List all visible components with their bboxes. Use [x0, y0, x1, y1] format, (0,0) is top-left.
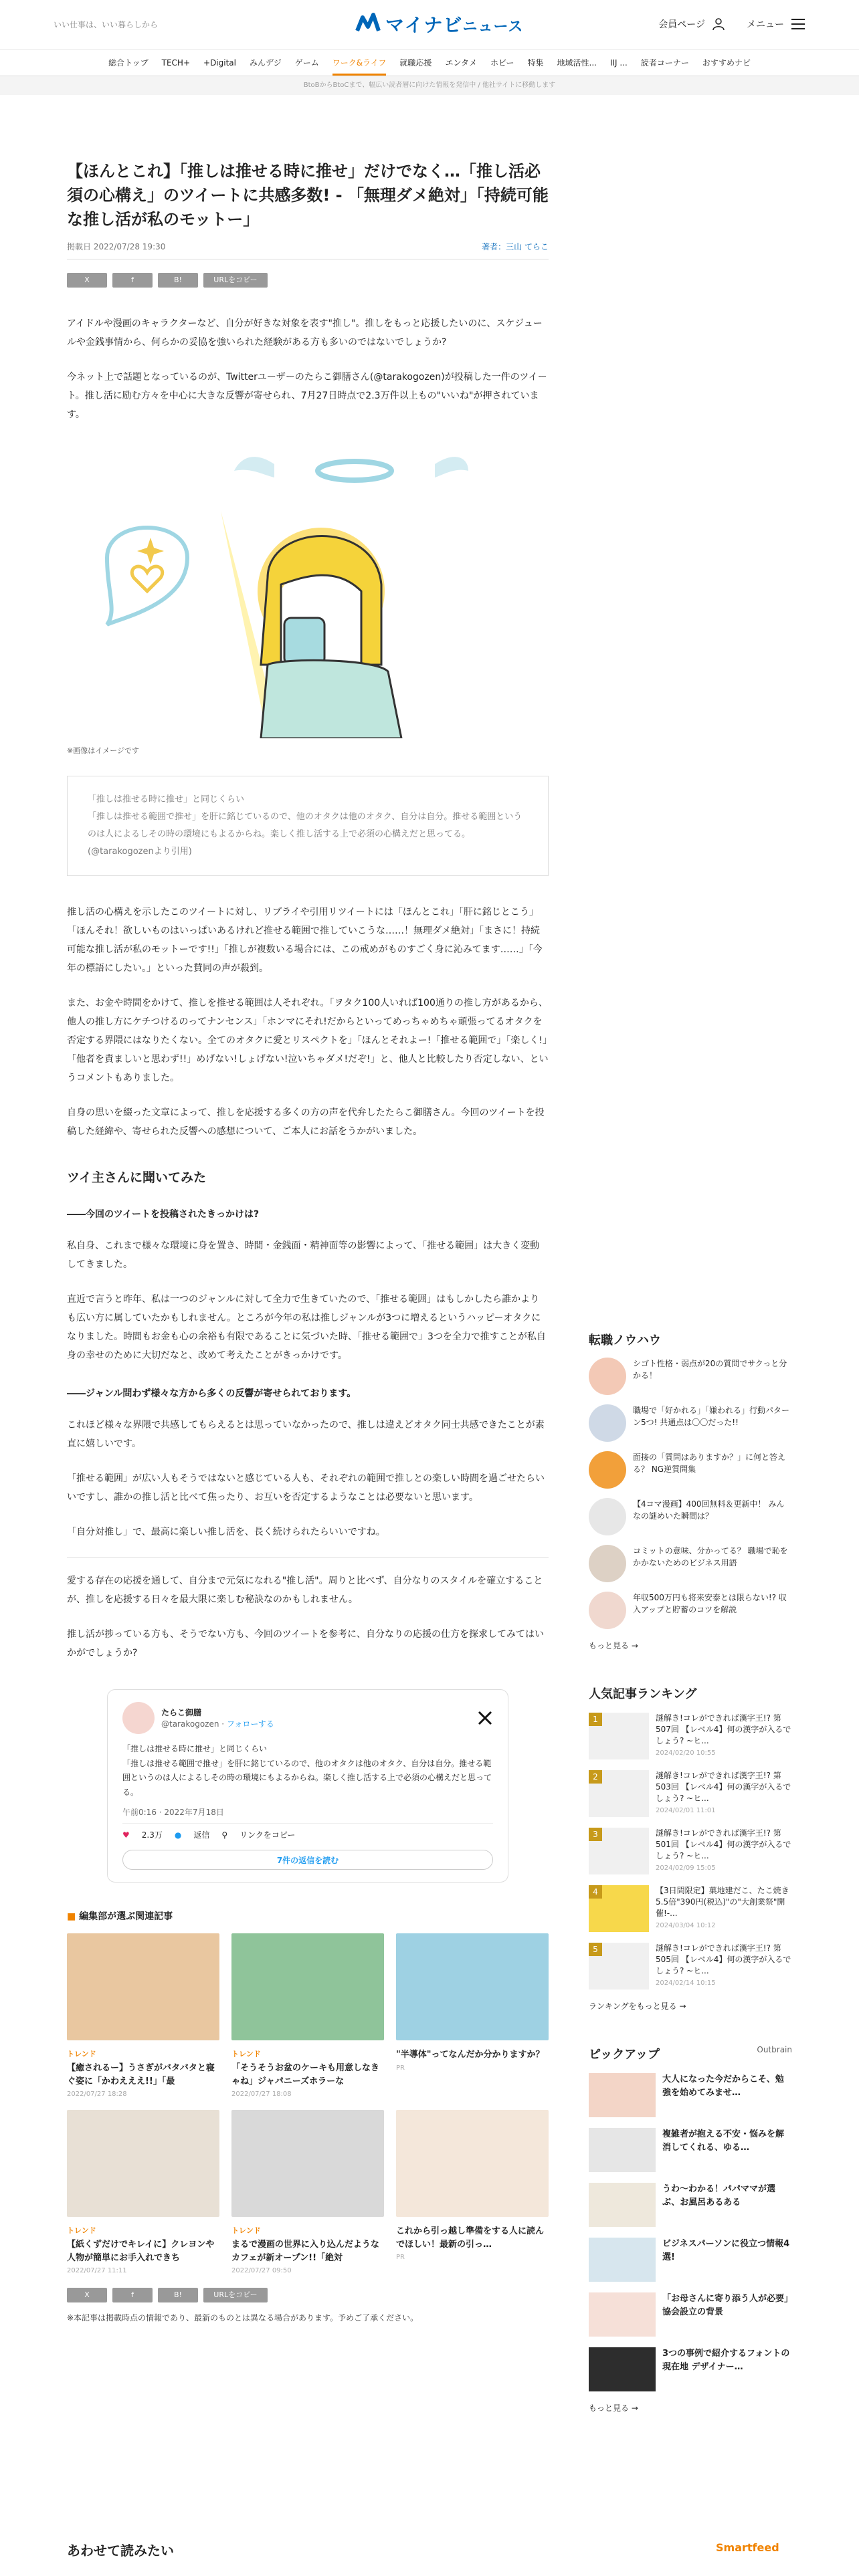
- card-title: 「そうそうお盆のケーキも用意しなきゃね」ジャパニーズホラーな: [231, 2063, 380, 2086]
- article-meta: [67, 241, 549, 259]
- related-grid: [67, 1933, 549, 2274]
- knowhow-title: 職場で「好かれる」「嫌われる」行動パターン5つ! 共通点は〇〇だった!!: [633, 1406, 790, 1427]
- ranking-item[interactable]: [589, 1770, 792, 1817]
- share-x-button[interactable]: X: [67, 2288, 107, 2302]
- paragraph-1: アイドルや漫画のキャラクターなど、自分が好きな対象を表す"推し"。推しをもっと応援したいのに、スケジュールや金銭事情から、何らかの妥協を強いられた経験がある方も多いのではないでしょうか?: [67, 318, 543, 348]
- rank-date: 2024/02/20 10:55: [656, 1749, 716, 1757]
- nav-item-tech[interactable]: TECH+: [161, 58, 191, 68]
- share-hatena-button[interactable]: B!: [158, 273, 198, 288]
- paragraph-7: 推し活が捗っている方も、そうでない方も、今回のツイートを参考に、自分なりの応援の仕方を探求してみてはいかがでしょうか?: [67, 1629, 545, 1658]
- notice-bar: BtoBからBtoCまで、幅広い読者層に向けた情報を発信中 / 他社サイトに移動します: [0, 76, 859, 95]
- answer-2b: 「推せる範囲」が広い人もそうではないと感じている人も、それぞれの範囲で推しとの楽しい時間を過ごせたらいいですし、誰かの推し活と比べて焦ったり、お互いを否定するようなことは必要ないと思います。: [67, 1473, 545, 1503]
- rank-number: 3: [589, 1828, 602, 1841]
- menu-label: メニュー: [747, 19, 784, 30]
- card-category: トレンド: [67, 2226, 96, 2236]
- pickup-title: ビジネスパーソンに役立つ情報4選!: [662, 2239, 790, 2262]
- ranking-item[interactable]: [589, 1885, 792, 1932]
- tweet-reply[interactable]: 返信: [193, 1830, 210, 1840]
- quote-line-2: 「推しは推せる範囲で推せ」を肝に銘じているので、他のオタクは他のオタク、自分は自分。推せる範囲というのは人によるしその時の環境にもよるからね。楽しく推し活する上で必須の心構えだと思ってる。(@tarakogozenより引用): [88, 812, 522, 857]
- thumb: [589, 1713, 649, 1759]
- card-title: "半導体"ってなんだか分かりますか？: [396, 2050, 545, 2060]
- logo-text: [385, 11, 523, 37]
- copy-url-button[interactable]: URLをコピー: [203, 273, 268, 288]
- quote-line-1: 「推しは推せる時に推せ」と同じくらい: [88, 794, 245, 804]
- related-card[interactable]: [396, 2110, 549, 2274]
- knowhow-title: 【4コマ漫画】400回無料＆更新中！ みんなの謎めいた瞬間は？: [633, 1499, 785, 1521]
- card-date: 2022/07/27 18:08: [231, 2090, 292, 2099]
- pickup-item[interactable]: [589, 2073, 792, 2117]
- nav-item-osusume[interactable]: おすすめナビ: [702, 58, 751, 68]
- card-image: [231, 1933, 384, 2040]
- illustration-image: [67, 444, 468, 738]
- heart-icon[interactable]: ♥: [122, 1830, 130, 1840]
- sidebar: [589, 1331, 792, 2413]
- tweet-name: たらこ御膳: [161, 1708, 202, 1717]
- pickup-heading: ピックアップ: [589, 2048, 660, 2062]
- card-category: トレンド: [231, 2226, 261, 2236]
- tweet-author-row: たらこ御膳 @tarakogozen · フォローする: [122, 1702, 493, 1734]
- card-category: トレンド: [67, 2050, 96, 2059]
- answer-1b: 直近で言うと昨年、私は一つのジャンルに対して全力で生きていたので、「推せる範囲」はもしかしたら誰かよりも広い方に属していたかもしれません。ところが今年の私は推しジャンルが3つに増えるというハッピーオタクになりました。時間もお金も心の余裕も有限であることに気づいた時、「推せる範囲で」3つを全力で推すことが私自身の幸せのために大切だなと、改めて考えたことがきっかけです。: [67, 1294, 546, 1361]
- related-card[interactable]: [396, 1933, 549, 2098]
- thumb: [589, 1592, 626, 1629]
- nav-item-shushoku[interactable]: 就職応援: [399, 58, 432, 68]
- article: [67, 159, 549, 2323]
- related-card[interactable]: [231, 2110, 384, 2274]
- card-date: PR: [396, 2254, 405, 2262]
- site-logo[interactable]: [355, 11, 523, 37]
- logo-main: マイナビ: [385, 14, 463, 36]
- knowhow-item[interactable]: [589, 1545, 792, 1582]
- rank-date: 2024/02/09 15:05: [656, 1864, 716, 1872]
- related-heading: [67, 1909, 549, 1923]
- thumb: [589, 1943, 649, 1990]
- image-caption: ※画像はイメージです: [67, 746, 139, 755]
- user-icon: [712, 17, 725, 31]
- tweet-time[interactable]: 午前0:16 · 2022年7月18日: [122, 1806, 493, 1824]
- paragraph-5: 自身の思いを綴った文章によって、推しを応援する多くの方の声を代弁したたらこ御膳さん。今回のツイートを投稿した経緯や、寄せられた反響への感想について、ご本人にお話をうかがいました。: [67, 1107, 545, 1137]
- rank-number: 5: [589, 1943, 602, 1956]
- article-date: 掲載日 2022/07/28 19:30: [67, 242, 166, 251]
- menu-button[interactable]: [747, 17, 805, 31]
- nav-item-dokusha[interactable]: 読者コーナー: [640, 58, 689, 68]
- thumb: [589, 1404, 626, 1442]
- smartfeed-logo[interactable]: Smartfeed: [716, 2541, 779, 2554]
- more-label: もっと見る: [589, 1641, 630, 1650]
- answer-2a: これほど様々な界隈で共感してもらえるとは思っていなかったので、推しは違えどオタク同士共感できたことが素直に嬉しいです。: [67, 1420, 545, 1449]
- pickup-more-link[interactable]: もっと見る →: [589, 2403, 638, 2413]
- tweet-text-2: 「推しは推せる範囲で推せ」を肝に銘じているので、他のオタクは他のオタク、自分は自分。推せる範囲というのは人によるしその時の環境にもよるからね。楽しく推し活する上で必須の心構えだと思ってる。: [122, 1758, 492, 1797]
- rank-date: 2024/02/01 11:01: [656, 1807, 716, 1815]
- nav-item-iij[interactable]: IIJ ...: [609, 58, 628, 68]
- footnote: ※本記事は掲載時点の情報であり、最新のものとは異なる場合があります。予めご了承ください。: [67, 2313, 419, 2323]
- rank-number: 1: [589, 1713, 602, 1726]
- tweet-text-1: 「推しは推せる時に推せ」と同じくらい: [122, 1744, 268, 1753]
- knowhow-title: コミットの意味、分かってる？ 職場で恥をかかないためのビジネス用語: [633, 1546, 788, 1568]
- knowhow-heading: 転職ノウハウ: [589, 1333, 661, 1348]
- pickup-title: 「お母さんに寄り添う人が必要」協会設立の背景: [662, 2294, 789, 2317]
- pickup-more-label: もっと見る: [589, 2403, 630, 2413]
- category-nav: [0, 49, 859, 76]
- pickup-item[interactable]: [589, 2347, 792, 2391]
- ranking-heading: 人気記事ランキング: [589, 1687, 697, 1701]
- pickup-title: うわ～わかる！パパママが選ぶ、お風呂あるある: [662, 2184, 776, 2208]
- pickup-item[interactable]: [589, 2292, 792, 2337]
- card-date: 2022/07/27 09:50: [231, 2267, 292, 2275]
- member-label: 会員ページ: [658, 19, 705, 30]
- thumb: [589, 1885, 649, 1932]
- rank-title: 謎解き!コレができれば漢字王!? 第507回 【レベル4】何の漢字が入るでしょう? ~ヒ...: [656, 1713, 791, 1745]
- tweet-copy-link[interactable]: リンクをコピー: [240, 1830, 296, 1840]
- paragraph-3: 推し活の心構えを示したこのツイートに対し、リプライや引用リツイートには「ほんとこれ」「肝に銘じとこう」「ほんそれ！欲しいものはいっぱいあるけれど推せる範囲で推していこうな……！無理ダメ絶対」「まさに！持続可能な推し活が私のモットーです!!」「推しが複数いる場合には、この戒めがものすごく身に沁みてます……」「今年の標語にしたい。」といった賛同の声が殺到。: [67, 907, 543, 974]
- knowhow-title: シゴト性格・弱点が20の質問でサクっと分かる！: [633, 1359, 787, 1380]
- share-facebook-button[interactable]: f: [112, 273, 153, 288]
- article-author[interactable]: 著者：三山 てらこ: [482, 242, 549, 251]
- thumb: [589, 1451, 626, 1489]
- reply-icon[interactable]: ●: [174, 1830, 182, 1840]
- pickup-title: 複雑者が抱える不安・悩みを解消してくれる、ゆる…: [662, 2129, 785, 2153]
- rank-title: 【3日間限定】菓地建だこ、たこ焼き5.5倍"390円(税込)"の"大創業祭"開催!-...: [656, 1886, 789, 1918]
- knowhow-item[interactable]: [589, 1404, 792, 1442]
- answer-2c: 「自分対推し」で、最高に楽しい推し活を、長く続けられたらいいですね。: [67, 1527, 385, 1537]
- share-x-button[interactable]: X: [67, 273, 107, 288]
- rank-date: 2024/03/04 10:12: [656, 1922, 716, 1930]
- tweet-actions: [122, 1829, 493, 1840]
- tweet-likes: 2.3万: [141, 1830, 163, 1840]
- rank-number: 2: [589, 1770, 602, 1784]
- pickup-title: 3つの事例で紹介するフォントの現在地 デザイナー…: [662, 2349, 790, 2372]
- knowhow-item[interactable]: [589, 1592, 792, 1629]
- answer-1a: 私自身、これまで様々な環境に身を置き、時間・金銭面・精神面等の影響によって、「推せる範囲」は大きく変動してきました。: [67, 1241, 540, 1270]
- logo-mark-icon: [355, 11, 381, 37]
- hamburger-icon: [791, 18, 805, 30]
- paragraph-2: 今ネット上で話題となっているのが、Twitterユーザーのたらこ御膳さん(@tarakogozen)が投稿した一件のツイート。推し活に励む方々を中心に大きな反響が寄せられ、7月27日時点で2.3万件以上もの"いいね"が押されています。: [67, 372, 547, 420]
- ranking-item[interactable]: [589, 1943, 792, 1990]
- knowhow-item[interactable]: [589, 1358, 792, 1395]
- logo-sub: ニュース: [462, 19, 524, 35]
- card-image: [396, 1933, 549, 2040]
- card-date: PR: [396, 2064, 405, 2072]
- x-logo-icon[interactable]: [477, 1710, 493, 1726]
- thumb: [589, 1498, 626, 1535]
- card-image: [67, 2110, 219, 2217]
- read-also-heading: あわせて読みたい: [67, 2543, 174, 2559]
- thumb: [589, 1545, 626, 1582]
- question-2: ――ジャンル問わず様々な方から多くの反響が寄せられております。: [67, 1388, 357, 1399]
- paragraph-6: 愛する存在の応援を通して、自分まで元気になれる"推し活"。周りと比べず、自分なりのスタイルを確立することが、推しを応援する日々を最大限に楽しむ秘訣なのかもしれません。: [67, 1558, 549, 1609]
- nav-item-work-life[interactable]: ワーク&ライフ: [332, 57, 387, 76]
- outbrain-logo[interactable]: Outbrain: [757, 2045, 792, 2054]
- card-category: トレンド: [231, 2050, 261, 2059]
- pickup-header: [589, 2045, 792, 2062]
- thumb: [589, 2128, 656, 2172]
- question-1: ――今回のツイートを投稿されたきっかけは?: [67, 1209, 260, 1220]
- ranking-item[interactable]: [589, 1828, 792, 1874]
- thumb: [589, 1770, 649, 1817]
- article-title: 【ほんとこれ】「推しは推せる時に推せ」だけでなく…「推し活必須の心構え」のツイートに共感多数! - 「無理ダメ絶対」「持続可能な推し活が私のモットー」: [67, 162, 549, 229]
- share-hatena-button[interactable]: B!: [158, 2288, 198, 2302]
- rank-date: 2024/02/14 10:15: [656, 1979, 716, 1988]
- card-image: [231, 2110, 384, 2217]
- nav-item-chiiki[interactable]: 地域活性...: [557, 58, 597, 68]
- knowhow-more-link[interactable]: もっと見る →: [589, 1641, 638, 1650]
- pickup-item[interactable]: [589, 2183, 792, 2227]
- pickup-item[interactable]: [589, 2128, 792, 2172]
- card-title: まるで漫画の世界に入り込んだようなカフェが新オープン!!「絶対: [231, 2240, 379, 2263]
- thumb: [589, 1828, 649, 1874]
- embedded-tweet[interactable]: [107, 1689, 508, 1883]
- related-card[interactable]: [67, 2110, 219, 2274]
- link-icon[interactable]: ⚲: [221, 1830, 228, 1840]
- nav-item-top[interactable]: 総合トップ: [108, 58, 149, 68]
- thumb: [589, 1358, 626, 1395]
- thumb: [589, 2183, 656, 2227]
- ranking-more-label: ランキングをもっと見る: [589, 2002, 677, 2011]
- share-buttons-top: [67, 273, 549, 288]
- paragraph-4: また、お金や時間をかけて、推しを推せる範囲は人それぞれ。「ヲタク100人いれば100通りの推し方があるから、他人の推し方にケチつけるのってナンセンス」「ホンマにそれ!だからといってめっちゃめちゃ頑張ってるオタクを否定する界隈にはなりたくない。全てのオタクに愛とリスペクトを」「ほんとそれよー!「推せる範囲で」「楽しく!」「他者を責ましいと思わず!!」めげない!しょげない!泣いちゃダメ!だぞ!」と、他人と比較したり否定しない、というコメントもありました。: [67, 998, 549, 1083]
- avatar[interactable]: [122, 1702, 155, 1734]
- related-card[interactable]: [67, 1933, 219, 2098]
- rank-title: 謎解き!コレができれば漢字王!? 第505回 【レベル4】何の漢字が入るでしょう? ~ヒ...: [656, 1943, 791, 1975]
- ranking-more-link[interactable]: ランキングをもっと見る →: [589, 2002, 686, 2011]
- knowhow-title: 面接の「質問はありますか？」に何と答える？ NG逆質問集: [633, 1453, 786, 1474]
- share-buttons-bottom: [67, 2288, 549, 2302]
- card-date: 2022/07/27 18:28: [67, 2090, 127, 2099]
- quote-block: [67, 776, 549, 876]
- thumb: [589, 2292, 656, 2337]
- card-date: 2022/07/27 11:11: [67, 2267, 127, 2275]
- nav-item-game[interactable]: ゲーム: [294, 58, 319, 68]
- tweet-handle: @tarakogozen: [161, 1719, 219, 1729]
- rank-title: 謎解き!コレができれば漢字王!? 第501回 【レベル4】何の漢字が入るでしょう? ~ヒ...: [656, 1828, 791, 1860]
- pickup-title: 大人になった今だからこそ、勉強を始めてみませ…: [662, 2074, 784, 2098]
- pickup-item[interactable]: [589, 2238, 792, 2282]
- section-heading: ツイ主さんに聞いてみた: [67, 1170, 207, 1185]
- site-header: [0, 0, 859, 49]
- member-page-link[interactable]: [658, 17, 725, 31]
- knowhow-item[interactable]: [589, 1451, 792, 1489]
- read-replies-button[interactable]: 7件の返信を読む: [122, 1850, 493, 1870]
- nav-item-hobby[interactable]: ホビー: [490, 58, 514, 68]
- rank-number: 4: [589, 1885, 602, 1899]
- nav-item-entame[interactable]: エンタメ: [445, 58, 477, 68]
- share-facebook-button[interactable]: f: [112, 2288, 153, 2302]
- thumb: [589, 2347, 656, 2391]
- follow-link[interactable]: フォローする: [226, 1719, 274, 1729]
- card-title: 【紙くずだけでキレイに】クレヨンや人物が簡単にお手入れできち: [67, 2240, 215, 2263]
- thumb: [589, 2238, 656, 2282]
- ranking-item[interactable]: [589, 1713, 792, 1759]
- card-title: 【癒されるー】うさぎがバタバタと寝ぐ姿に「かわえええ!!」「最: [67, 2063, 215, 2086]
- thumb: [589, 2073, 656, 2117]
- nav-item-mindeji[interactable]: みんデジ: [250, 58, 282, 68]
- knowhow-item[interactable]: [589, 1498, 792, 1535]
- related-heading-text: 編集部が選ぶ関連記事: [79, 1911, 173, 1923]
- copy-url-button[interactable]: URLをコピー: [203, 2288, 268, 2302]
- nav-item-digital[interactable]: +Digital: [203, 58, 236, 68]
- tagline: いい仕事は、いい暮らしから: [54, 20, 159, 29]
- folder-icon: ■: [67, 1911, 76, 1923]
- nav-item-tokushu[interactable]: 特集: [527, 58, 544, 68]
- card-title: これから引っ越し準備をする人に読んでほしい！最新の引っ…: [396, 2226, 545, 2250]
- card-image: [67, 1933, 219, 2040]
- card-image: [396, 2110, 549, 2217]
- related-card[interactable]: [231, 1933, 384, 2098]
- rank-title: 謎解き!コレができれば漢字王!? 第503回 【レベル4】何の漢字が入るでしょう? ~ヒ...: [656, 1771, 791, 1803]
- knowhow-title: 年収500万円も将来安泰とは限らない!? 収入アップと貯蓄のコツを解説: [633, 1593, 787, 1614]
